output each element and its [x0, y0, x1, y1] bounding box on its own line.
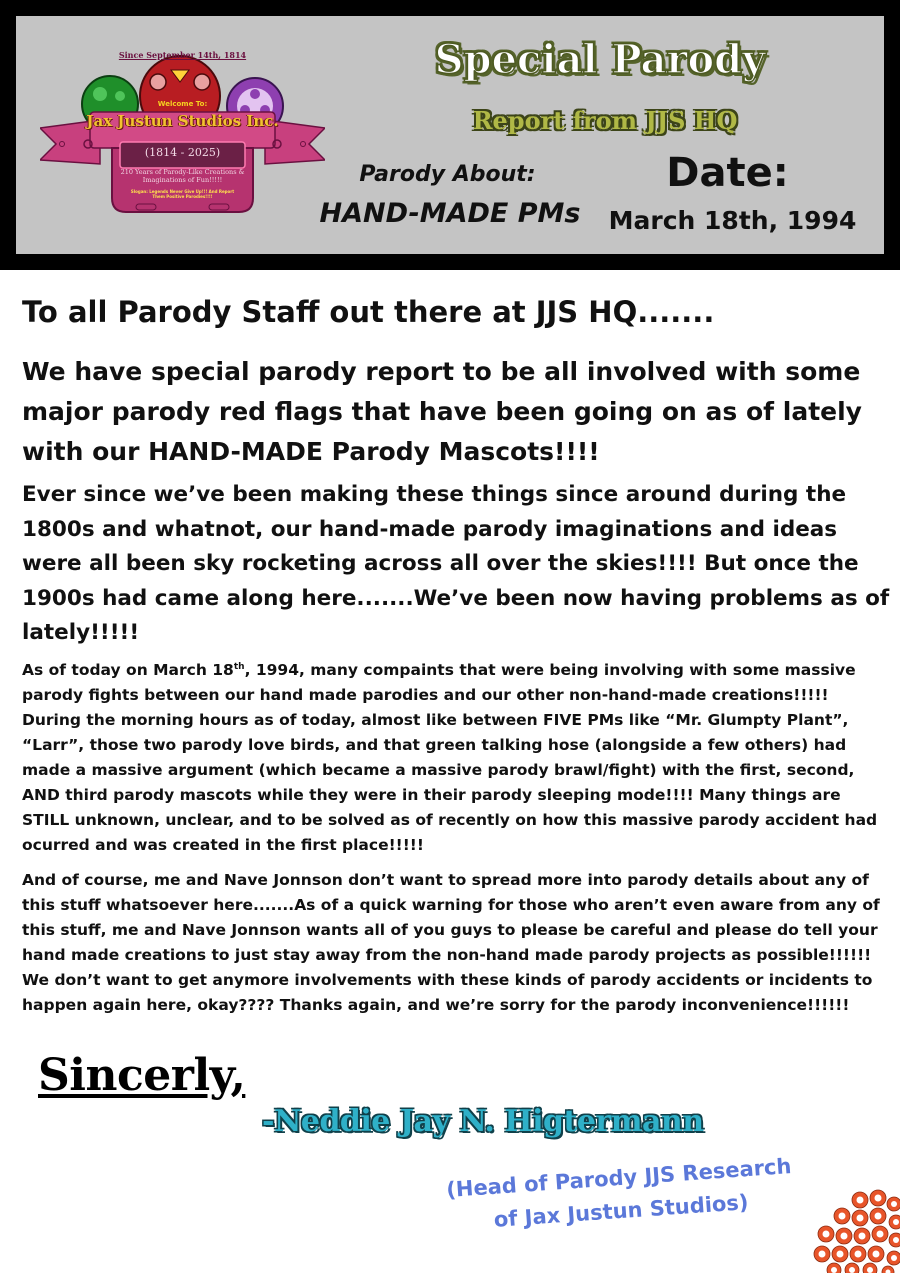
letter-paragraph-3: And of course, me and Nave Jonnson don’t want to spread more into parody details about any of this stuff whatsoever here.......As of a quick warning for those who aren’t even aware from any of this stuff, me and Nave Jonnson wants all of you guys to please be careful and please do tell your hand made creations to just stay away from the non-hand made parody projects as possible!!!!!! We don’t want to get anymore involvements with these kinds of parody accidents or incidents to happen again here, okay???? Thanks again, and we’re sorry for the parody inconvenience!!!!!!	[22, 871, 880, 1014]
logo-slogan: Slogan: Legends Never Give Up!!! And Report Them Positive Parodies!!!!	[130, 189, 235, 199]
date-label: Date:	[666, 150, 789, 196]
paragraph-2-ordinal: th	[233, 661, 245, 672]
letter-paragraph-1: Ever since we’ve been making these things since around during the 1800s and whatnot, our hand-made parody imaginations and ideas were all been sky rocketing across all over the skies!!!! But once the 1900s had came along here.......We’ve been now having problems as of lately!!!!!	[22, 482, 890, 645]
logo-welcome-text: Welcome To:	[157, 100, 208, 108]
letter-intro: We have special parody report to be all involved with some major parody red flags that have been going on as of lately with our HAND-MADE Parody Mascots!!!!	[22, 357, 862, 466]
report-title: Special Parody	[434, 36, 766, 83]
logo-tagline: 210 Years of Parody-Like Creations & Imaginations of Fun!!!!!	[120, 168, 245, 184]
report-subtitle: Report from JJS HQ	[472, 106, 738, 135]
sign-off: Sincerly,	[38, 1050, 246, 1101]
parody-about-value: HAND-MADE PMs	[319, 198, 581, 229]
paragraph-2-rest: , 1994, many compaints that were being involving with some massive parody fights between our hand made parodies and our other non-hand-made creations!!!!! During the morning hours as of today, almost like between FIVE PMs like “Mr. Glumpty Plant”, “Larr”, those two parody love birds, and that green talking hose (alongside a few others) had made a massive argument (which became a massive parody brawl/fight) with the first, second, AND third parody mascots while they were in their parody sleeping mode!!!! Many things are STILL unknown, unclear, and to be solved as of recently on how this massive parody accident had ocurred and was created in the first place!!!!!	[22, 661, 878, 854]
date-value: March 18th, 1994	[608, 206, 857, 235]
logo-years: (1814 - 2025)	[144, 146, 221, 159]
logo-since-text: Since September 14th, 1814	[118, 50, 247, 60]
paragraph-2-start: As of today on March 18	[22, 661, 234, 679]
letter-greeting: To all Parody Staff out there at JJS HQ.......	[22, 295, 715, 329]
signer-role-line-2: of Jax Justun Studios)	[493, 1190, 750, 1232]
logo-studio-name: Jax Justun Studios Inc.	[86, 112, 279, 130]
studio-logo	[40, 48, 325, 218]
letter-paragraph-2	[22, 658, 882, 858]
signer-role-line-1: (Head of Parody JJS Research	[445, 1154, 793, 1203]
decorative-dots-cluster	[812, 1188, 900, 1273]
signer-name: -Neddie Jay N. Higtermann	[262, 1104, 704, 1139]
signer-role	[438, 1150, 802, 1241]
parody-about-label: Parody About:	[359, 162, 536, 187]
